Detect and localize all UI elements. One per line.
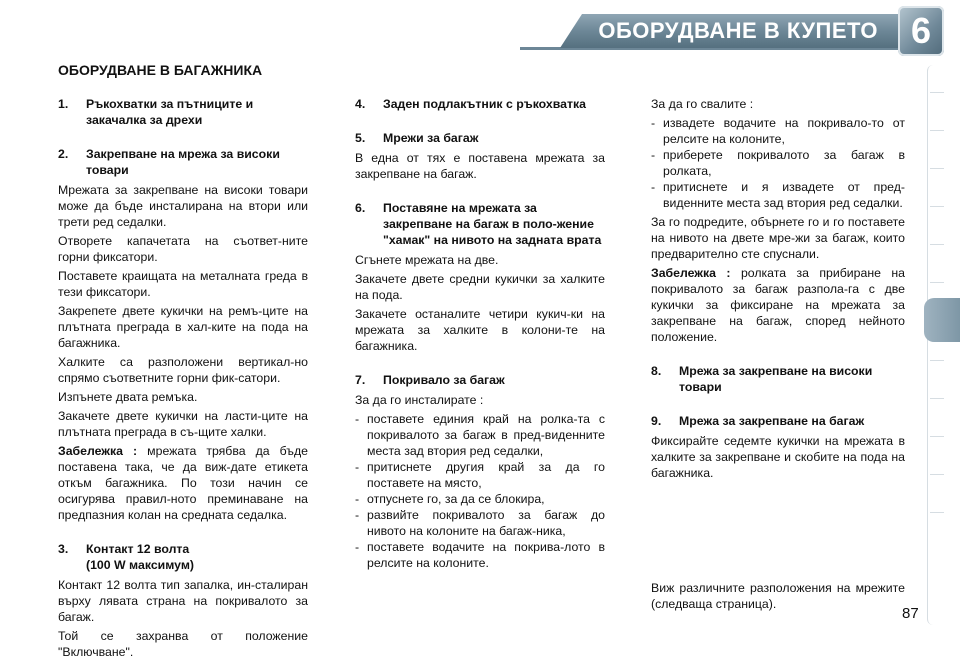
note-paragraph <box>651 265 905 345</box>
item-number: 8. <box>651 364 662 378</box>
item-title-line: Контакт 12 волта <box>86 542 190 556</box>
item-number: 9. <box>651 414 662 428</box>
item-heading-8 <box>651 363 905 395</box>
item-heading-2 <box>58 146 308 178</box>
side-tick <box>930 206 944 207</box>
section-title: ОБОРУДВАНЕ В БАГАЖНИКА <box>58 62 263 78</box>
note-text: мрежата трябва да бъде поставена така, че да виж-дате етикета откъм багажника. По този начин се осигурява правил-ното преминаване на предпазния колан на средната седалка. <box>58 444 308 522</box>
paragraph: Поставете краищата на металната греда в тези фиксатори. <box>58 269 308 299</box>
chapter-title: ОБОРУДВАНЕ В КУПЕТО <box>598 18 878 43</box>
side-tick <box>930 512 944 513</box>
paragraph: За го подредите, объpнете го и го поставете на нивото на двете мре-жи за багаж, които предварително сте спуснали. <box>651 215 905 261</box>
list-item-text: притиснете другия край за да го поставете на място, <box>367 460 605 490</box>
chapter-side-strip <box>927 65 944 625</box>
list-item: - поставете единия край на ролка-та с покривалото за багаж в пред-виденните места зад втория ред седалки, <box>355 412 605 458</box>
list-item-text: развийте покривалото за багаж до нивото на колоните на багаж-ника, <box>367 508 605 538</box>
item-title <box>86 541 194 573</box>
column-left <box>58 96 308 663</box>
item-number: 4. <box>355 97 366 111</box>
paragraph: За да го свалите : <box>651 97 754 111</box>
item-number: 5. <box>355 131 366 145</box>
side-tick <box>930 244 944 245</box>
item-heading-1 <box>58 96 308 128</box>
paragraph: В една от тях е поставена мрежата за закрепване на багаж. <box>355 151 605 181</box>
list-item: - притиснете другия край за да го поставете на място, <box>355 460 605 490</box>
item-number: 3. <box>58 542 69 556</box>
note-label: Забележка : <box>651 266 731 280</box>
list-item: - отпуснете го, за да се блокира, <box>355 491 605 507</box>
item-number: 6. <box>355 201 366 215</box>
paragraph: Контакт 12 волта тип запалка, ин-сталиран върху лявата страна на покривалото за багаж. <box>58 578 308 624</box>
paragraph: За да го инсталирате : <box>355 393 484 407</box>
item-heading-6 <box>355 200 605 248</box>
list-item: - извадете водачите на покривало-то от релсите на колоните, <box>651 116 905 146</box>
paragraph: Изпънете двата ремъка. <box>58 390 198 404</box>
list-item: - развийте покривалото за багаж до нивото на колоните на багаж-ника, <box>355 508 605 538</box>
side-tick <box>930 130 944 131</box>
item-heading-7 <box>355 372 605 388</box>
paragraph: Закачете двете средни кукички за халките на пода. <box>355 272 605 302</box>
column-right <box>651 96 905 484</box>
paragraph: Виж различните разположения на мрежите (следваща страница). <box>651 581 905 611</box>
paragraph: Мрежата за закрепване на високи товари може да бъде инсталирана на втори или трети ред седалки. <box>58 183 308 229</box>
list-item-text: приберете покривалото за багаж в ролката, <box>663 148 905 178</box>
list-item-text: отпуснете го, за да се блокира, <box>367 492 545 506</box>
item-heading-3 <box>58 541 308 573</box>
item-heading-9 <box>651 413 905 429</box>
list-item: - поставете водачите на покрива-лото в релсите на колоните. <box>355 540 605 570</box>
item-heading-5 <box>355 130 605 146</box>
side-tick <box>930 168 944 169</box>
item-title: Поставяне на мрежата за закрепване на багаж в поло-жение "хамак" на нивото на задната врата <box>383 201 602 247</box>
item-title: Заден подлакътник с ръкохватка <box>383 97 586 111</box>
side-tick <box>930 398 944 399</box>
column-middle <box>355 96 605 571</box>
paragraph: Закачете останалите четири кукич-ки на мрежата за халките в колони-те на багажника. <box>355 307 605 353</box>
item-title: Мрежи за багаж <box>383 131 479 145</box>
note-label: Забележка : <box>58 444 138 458</box>
paragraph: Той се захранва от положение "Включване". <box>58 629 308 659</box>
item-title: Закрепване на мрежа за високи товари <box>86 147 280 177</box>
list-item: - приберете покривалото за багаж в ролката, <box>651 148 905 178</box>
list-item-text: поставете водачите на покрива-лото в релсите на колоните. <box>367 540 605 570</box>
paragraph: Закачете двете кукички на ласти-ците на плътната преграда в съ-щите халки. <box>58 409 308 439</box>
item-title: Мрежа за закрепване на багаж <box>679 414 865 428</box>
paragraph: Фиксирайте седемте кукички на мрежата в халките за закрепване и скобите на пода на багажника. <box>651 434 905 480</box>
list-item-text: притиснете и я извадете от пред-виденните места зад втория ред седалки. <box>663 180 905 210</box>
list-item: - притиснете и я извадете от пред-виденните места зад втория ред седалки. <box>651 180 905 210</box>
note-text: ролката за прибиране на покривалото за багаж разпола-га с две кукички за фиксиране на мрежата за закрепване на багаж, според нейното положение. <box>651 266 906 344</box>
side-tick <box>930 474 944 475</box>
item-title: Покривало за багаж <box>383 373 505 387</box>
item-number: 7. <box>355 373 366 387</box>
paragraph: Отворете капачетата на съответ-ните горни фиксатори. <box>58 234 308 264</box>
side-tick <box>930 92 944 93</box>
paragraph: Халките са разположени вертикал-но спрямо съответните горни фик-сатори. <box>58 355 308 385</box>
chapter-tab-marker[interactable] <box>924 298 960 342</box>
paragraph: Сгънете мрежата на две. <box>355 253 499 267</box>
paragraph: Закрепете двете кукички на ремъ-ците на плътната преграда в хал-ките на пода на багажника. <box>58 304 308 350</box>
item-title: Ръкохватки за пътниците и закачалка за дрехи <box>86 97 254 127</box>
note-paragraph <box>58 443 308 523</box>
item-number: 1. <box>58 97 69 111</box>
list-item-text: извадете водачите на покривало-то от релсите на колоните, <box>663 116 905 146</box>
side-tick <box>930 360 944 361</box>
side-tick <box>930 282 944 283</box>
list-item-text: поставете единия край на ролка-та с покривалото за багаж в пред-виденните места зад втория ред седалки, <box>367 412 605 458</box>
see-also-note <box>651 580 905 615</box>
chapter-number: 6 <box>910 10 932 51</box>
item-title: Мрежа за закрепване на високи товари <box>679 364 873 394</box>
side-tick <box>930 436 944 437</box>
item-title-line: (100 W максимум) <box>86 558 195 572</box>
item-number: 2. <box>58 147 69 161</box>
chapter-header <box>0 0 960 62</box>
item-heading-4 <box>355 96 605 112</box>
page-number: 87 <box>902 605 919 622</box>
chapter-badge <box>898 6 944 56</box>
